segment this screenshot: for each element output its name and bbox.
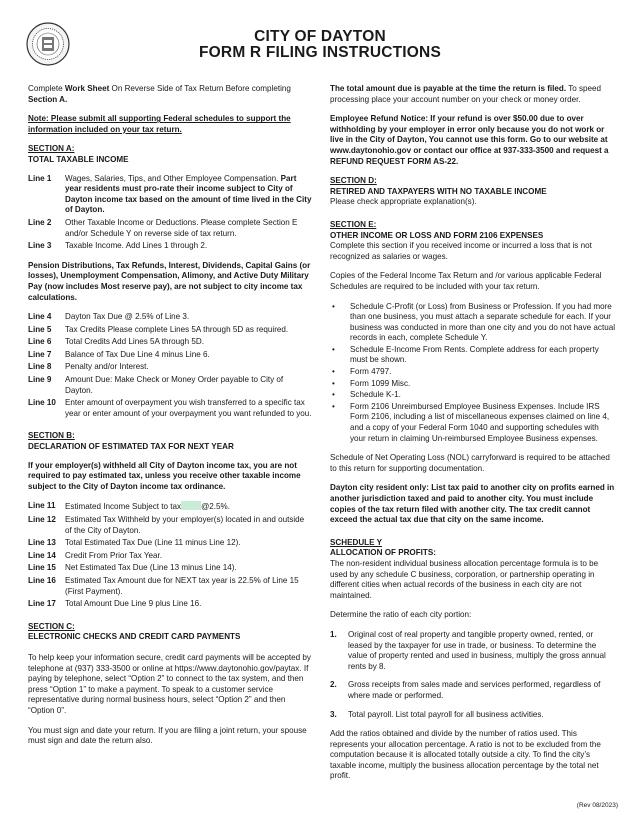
schedule-y-text-3: Add the ratios obtained and divide by the number of ratios used. This represents your allocation percentage. A ratio is not to be excluded from the computation because it is allocated totally outside a city. To find the city’s taxable income, multiply the business allocation percentage by the total net profit. — [330, 729, 601, 781]
line-1: Line 1 Wages, Salaries, Tips, and Other Employee Compensation. Part year residents must pro-rate their income subject to City of Dayton income tax based on the amount of time lived in the City of Dayton. — [28, 173, 312, 215]
tax-rate-field[interactable] — [181, 501, 201, 510]
section-d-heading: SECTION D: — [330, 176, 377, 186]
line-4: Line 4 Dayton Tax Due @ 2.5% of Line 3. — [28, 312, 190, 322]
employee-refund-notice: Employee Refund Notice: If your refund is over $50.00 due to over withholding by your employer in error only because you do not work or live in the City of Dayton, You cannot use this form. Go to our website at www.daytonohio.gov or contact our office at 937-333-3500 and request a REFUND REQUEST FORM AS-22. — [330, 114, 609, 166]
revision-date: (Rev 08/2023) — [576, 802, 618, 809]
line-10: Line 10 Enter amount of overpayment you wish transferred to a specific tax year or enter amount of your overpayment you want refunded to you. — [28, 398, 312, 418]
line-7: Line 7 Balance of Tax Due Line 4 minus Line 6. — [28, 349, 210, 359]
list-item: 3. Total payroll. List total payroll for all business activities. — [330, 709, 544, 719]
supporting-schedules-note: Note: Please submit all supporting Federal schedules to support the information included on your tax return. — [28, 114, 291, 134]
line-12: Line 12 Estimated Tax Withheld by your employer(s) located in and outside of the City of Dayton. — [28, 515, 305, 535]
line-3: Line 3 Taxable Income. Add Lines 1 through 2. — [28, 241, 208, 251]
ratio-list — [330, 630, 615, 720]
schedule-y-text-1: The non-resident individual business allocation percentage formula is to be used by any schedule C business, corporation, or partnership operating in different cities when actual records of the business in each city are not maintained. — [330, 558, 599, 600]
line-8: Line 8 Penalty and/or Interest. — [28, 362, 149, 372]
schedule-list — [330, 302, 615, 445]
schedule-y-heading: SCHEDULE Y — [330, 537, 383, 547]
schedule-y-title: ALLOCATION OF PROFITS: — [330, 548, 436, 558]
section-d-title: RETIRED AND TAXPAYERS WITH NO TAXABLE INCOME — [330, 186, 547, 196]
amount-due-note: The total amount due is payable at the time the return is filed. To speed processing place your account number on your check or money order. — [330, 84, 602, 104]
section-e-title: OTHER INCOME OR LOSS AND FORM 2106 EXPENSES — [330, 230, 544, 240]
pension-note: Pension Distributions, Tax Refunds, Interest, Dividends, Capital Gains (or losses), Unemployment Compensation, Alimony, and Active Duty Military Pay (now includes Most reserve pay), are not subject to city income tax calculations. — [28, 260, 311, 302]
list-item: • Form 1099 Misc. — [332, 378, 411, 388]
section-c-heading: SECTION C: — [28, 621, 75, 631]
list-item: • Form 4797. — [332, 367, 392, 377]
section-e-heading: SECTION E: — [330, 219, 377, 229]
section-c-title: ELECTRONIC CHECKS AND CREDIT CARD PAYMENTS — [28, 632, 241, 642]
line-15: Line 15 Net Estimated Tax Due (Line 13 minus Line 14). — [28, 563, 237, 573]
section-e-text-1: Complete this section if you received income or incurred a loss that is not recognized as salaries or wages. — [330, 241, 592, 261]
right-column — [330, 84, 615, 791]
estimated-tax-warning: If your employer(s) withheld all City of Dayton income tax, you are not required to pay estimated tax, unless you receive other taxable income subject to the City of Dayton income tax ordinance. — [28, 460, 301, 491]
list-item: • Schedule E-Income From Rents. Complete address for each property must be shown. — [332, 344, 599, 365]
line-9: Line 9 Amount Due: Make Check or Money Order payable to City of Dayton. — [28, 375, 284, 395]
line-11: Line 11 Estimated Income Subject to tax @2.5%. — [28, 501, 230, 512]
section-a-heading: SECTION A: — [28, 144, 75, 154]
line-14: Line 14 Credit From Prior Tax Year. — [28, 550, 163, 560]
line-13: Line 13 Total Estimated Tax Due (Line 11 minus Line 12). — [28, 538, 241, 548]
line-6: Line 6 Total Credits Add Lines 5A through 5D. — [28, 337, 205, 347]
list-item: • Form 2106 Unreimbursed Employee Business Expenses. Include IRS Form 2106, including a list of miscellaneous expenses claimed on line 4, and a copy of your Federal Form 1040 and supporting schedules with your return in claiming Un-reimbursed Employee Business expenses. — [332, 401, 610, 443]
list-item: 1. Original cost of real property and tangible property owned, rented, or leased by the taxpayer for use in trade, or business. To determine the value of property rented and used in business, multiply the gross annual rents by 8. — [330, 629, 606, 671]
page-subtitle: FORM R FILING INSTRUCTIONS — [199, 44, 441, 61]
section-e-text-2: Copies of the Federal Income Tax Return and /or various applicable Federal Schedules are required to be included with your tax return. — [330, 271, 602, 291]
page-title: CITY OF DAYTON — [254, 28, 386, 45]
line-2: Line 2 Other Taxable Income or Deductions. Please complete Section E and/or Schedule Y on reverse side of tax return. — [28, 217, 298, 238]
signature-note: You must sign and date your return. If you are filing a joint return, your spouse must sign and date the return also. — [28, 725, 307, 746]
line-17: Line 17 Total Amount Due Line 9 plus Line 16. — [28, 599, 202, 609]
section-d-text: Please check appropriate explanation(s). — [330, 197, 477, 207]
nol-note: Schedule of Net Operating Loss (NOL) carryforward is required to be attached to this return for supporting documentation. — [330, 453, 610, 473]
line-16: Line 16 Estimated Tax Amount due for NEXT tax year is 22.5% of Line 15 (First Payment). — [28, 575, 299, 596]
section-b-heading: SECTION B: — [28, 431, 75, 441]
left-column — [28, 84, 312, 756]
section-b-lines — [28, 501, 312, 609]
dayton-resident-note: Dayton city resident only: List tax paid to another city on profits earned in another jurisdiction taxed and paid to another city. You must include copies of the tax return filed with another city. The tax credit cannot exceed the actual tax due that city on the same income. — [330, 483, 615, 525]
list-item: 2. Gross receipts from sales made and services performed, regardless of where made or performed. — [330, 680, 601, 700]
section-a-title: TOTAL TAXABLE INCOME — [28, 154, 129, 164]
line-5: Line 5 Tax Credits Please complete Lines 5A through 5D as required. — [28, 324, 289, 334]
section-a-lines — [28, 174, 312, 252]
list-item: • Schedule C-Profit (or Loss) from Business or Profession. If you had more than one business, you must attach a separate schedule for each. If your business was conducted in more than one city and you do not have actual records in each, complete Schedule Y. — [332, 301, 616, 343]
section-b-title: DECLARATION OF ESTIMATED TAX FOR NEXT YEAR — [28, 442, 234, 452]
intro-text: Complete Work Sheet On Reverse Side of Tax Return Before completing Section A. — [28, 84, 291, 104]
list-item: • Schedule K-1. — [332, 390, 401, 400]
section-a-lines-2 — [28, 312, 312, 419]
schedule-y-text-2: Determine the ratio of each city portion: — [330, 610, 472, 620]
payment-info: To help keep your information secure, credit card payments will be accepted by telephone at (937) 333-3500 or online at https://www.daytonohio.gov/paytax. If paying by telephone, select “Option 2” to connect to the tax system, and then press “Option 1” to make a payment. To speak to a customer service representative during normal business hours, select “Option 2” and then “Option 0”. — [28, 652, 311, 715]
